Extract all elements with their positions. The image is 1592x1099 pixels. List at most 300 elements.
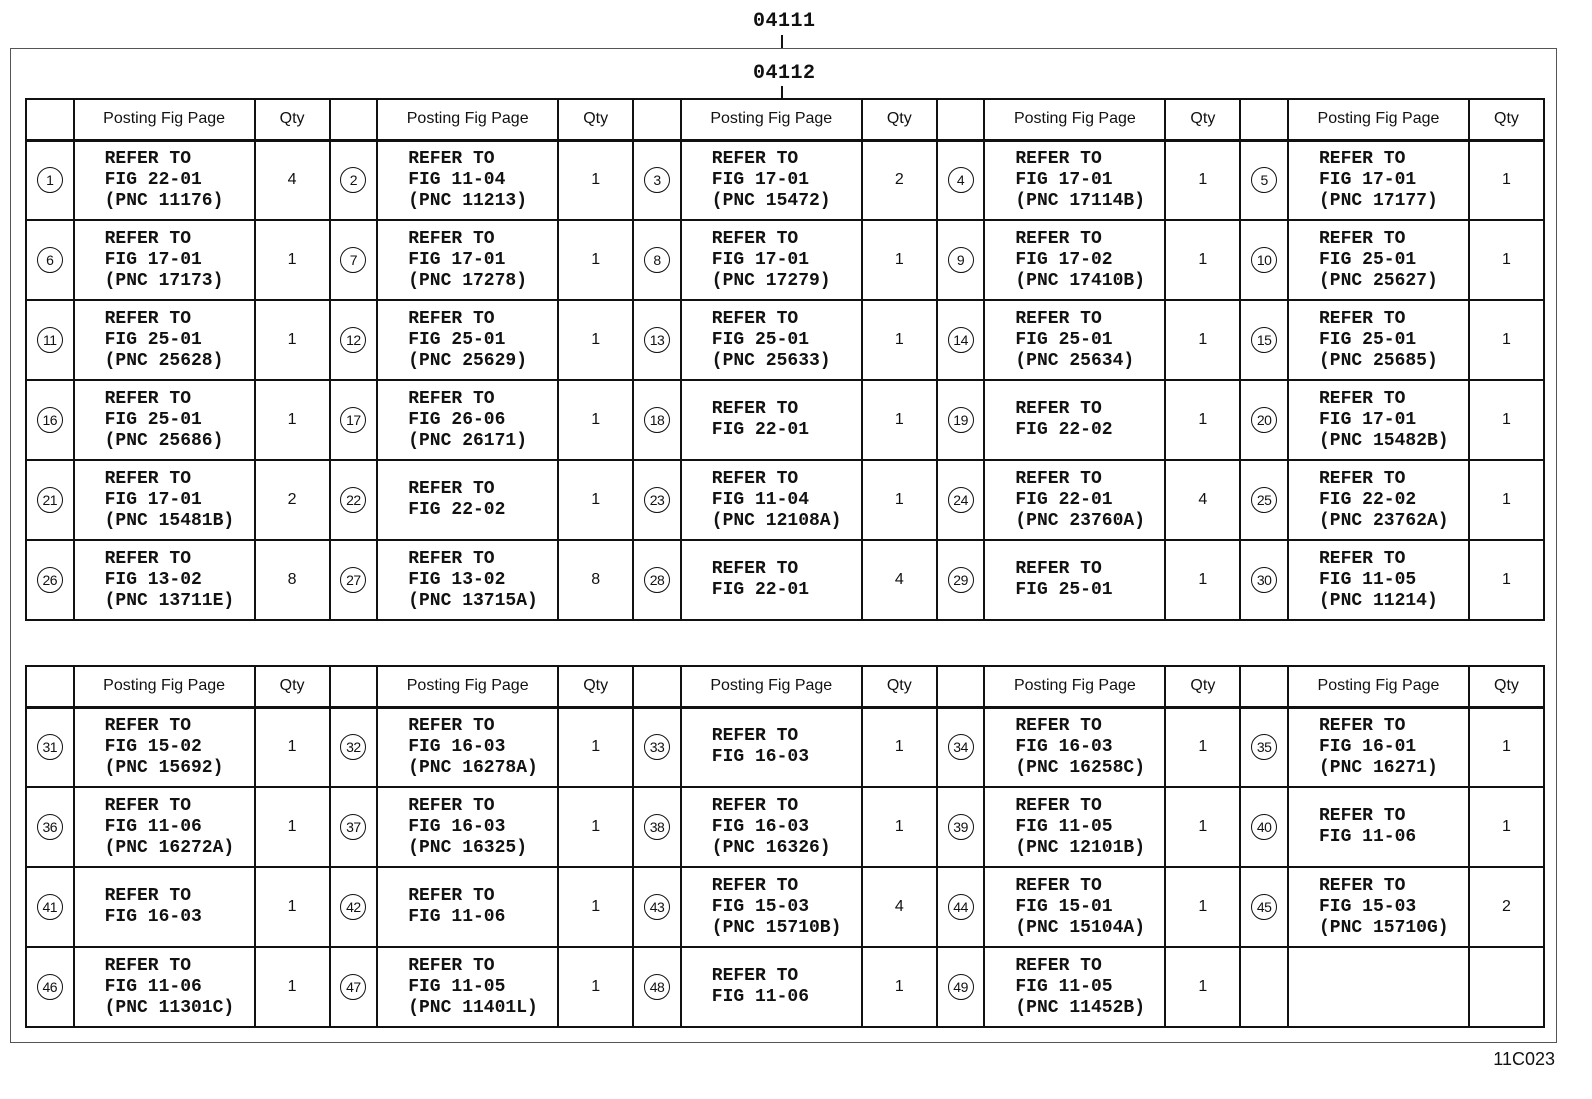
qty-cell: 1 — [862, 787, 937, 867]
posting-fig-page-cell — [377, 787, 558, 867]
posting-line: (PNC 23760A) — [1015, 510, 1145, 531]
posting-fig-page-cell — [984, 787, 1165, 867]
index-header-cell — [1240, 99, 1288, 140]
posting-line: REFER TO — [1015, 228, 1102, 249]
posting-fig-page-header: Posting Fig Page — [681, 666, 862, 707]
posting-line: REFER TO — [711, 875, 799, 896]
posting-fig-page-cell — [1288, 460, 1469, 540]
posting-line: REFER TO — [104, 548, 192, 569]
index-cell — [330, 707, 378, 787]
posting-line: FIG 11-06 — [104, 976, 202, 997]
qty-cell: 1 — [1469, 220, 1544, 300]
posting-line: FIG 16-03 — [711, 816, 809, 837]
posting-line: FIG 16-03 — [408, 736, 506, 757]
index-cell — [1240, 140, 1288, 220]
qty-cell — [1469, 947, 1544, 1027]
callout-number: 37 — [340, 814, 366, 840]
qty-cell: 1 — [1469, 140, 1544, 220]
posting-fig-page-cell — [984, 140, 1165, 220]
posting-fig-page-header: Posting Fig Page — [984, 99, 1165, 140]
posting-line: FIG 11-05 — [1015, 976, 1113, 997]
qty-cell: 1 — [1165, 947, 1240, 1027]
index-cell — [330, 220, 378, 300]
callout-number: 39 — [948, 814, 974, 840]
posting-line: FIG 22-01 — [104, 169, 202, 190]
posting-fig-page-cell — [377, 947, 558, 1027]
posting-fig-page-cell — [74, 787, 255, 867]
qty-cell: 1 — [1165, 380, 1240, 460]
callout-number: 38 — [644, 814, 670, 840]
index-cell — [937, 947, 985, 1027]
posting-line: REFER TO — [104, 955, 192, 976]
posting-line: (PNC 17410B) — [1015, 270, 1145, 291]
posting-line: FIG 17-01 — [711, 249, 809, 270]
index-cell — [633, 947, 681, 1027]
index-cell — [937, 540, 985, 620]
posting-fig-page-cell — [74, 380, 255, 460]
posting-line: FIG 17-01 — [711, 169, 809, 190]
posting-line: (PNC 12108A) — [711, 510, 842, 531]
callout-number: 28 — [644, 567, 670, 593]
posting-line: FIG 17-01 — [1318, 169, 1417, 190]
qty-cell: 4 — [862, 540, 937, 620]
posting-line: FIG 15-02 — [104, 736, 202, 757]
index-cell — [633, 867, 681, 947]
callout-number: 49 — [948, 974, 974, 1000]
posting-line: REFER TO — [104, 308, 192, 329]
posting-line: (PNC 12101B) — [1015, 837, 1145, 858]
qty-cell: 1 — [1165, 787, 1240, 867]
posting-line: (PNC 15104A) — [1015, 917, 1145, 938]
qty-cell: 1 — [558, 947, 633, 1027]
posting-line: REFER TO — [408, 955, 495, 976]
posting-line: FIG 17-01 — [104, 249, 202, 270]
index-cell — [937, 867, 985, 947]
posting-line: REFER TO — [104, 388, 192, 409]
posting-line: (PNC 15482B) — [1318, 430, 1449, 451]
index-cell — [26, 947, 74, 1027]
posting-line: REFER TO — [104, 228, 192, 249]
callout-number: 22 — [340, 487, 366, 513]
header-row — [26, 666, 1544, 707]
table-row — [26, 787, 1544, 867]
index-cell — [937, 140, 985, 220]
qty-cell: 2 — [1469, 867, 1544, 947]
posting-line: FIG 16-03 — [104, 907, 202, 927]
posting-fig-page-cell — [74, 220, 255, 300]
posting-fig-page-cell — [681, 380, 862, 460]
posting-fig-page-cell — [984, 707, 1165, 787]
posting-fig-page-cell — [984, 867, 1165, 947]
index-cell — [937, 787, 985, 867]
index-cell — [1240, 947, 1288, 1027]
callout-number: 29 — [948, 567, 974, 593]
index-cell — [633, 140, 681, 220]
posting-fig-page-header: Posting Fig Page — [984, 666, 1165, 707]
index-cell — [330, 787, 378, 867]
posting-line: (PNC 11401L) — [408, 997, 538, 1018]
callout-number: 36 — [37, 814, 63, 840]
posting-fig-page-cell — [681, 140, 862, 220]
qty-cell: 1 — [862, 220, 937, 300]
callout-number: 23 — [644, 487, 670, 513]
posting-line: FIG 15-03 — [1318, 896, 1417, 917]
index-cell — [330, 540, 378, 620]
posting-line: FIG 17-01 — [1015, 169, 1113, 190]
callout-number: 15 — [1251, 327, 1277, 353]
posting-line: REFER TO — [711, 228, 799, 249]
posting-fig-page-cell — [74, 300, 255, 380]
subassembly-code-label: 04112 — [753, 62, 816, 85]
posting-fig-page-header: Posting Fig Page — [1288, 99, 1469, 140]
posting-line: (PNC 26171) — [408, 430, 528, 451]
callout-number: 7 — [340, 247, 366, 273]
posting-line: FIG 16-03 — [711, 747, 809, 768]
posting-fig-page-cell — [1288, 867, 1469, 947]
callout-number: 34 — [948, 734, 974, 760]
index-cell — [330, 380, 378, 460]
posting-fig-page-cell — [74, 867, 255, 947]
index-cell — [330, 140, 378, 220]
posting-line: (PNC 25634) — [1015, 350, 1135, 371]
index-cell — [330, 867, 378, 947]
posting-line: FIG 11-05 — [1015, 816, 1113, 837]
qty-cell: 1 — [255, 867, 330, 947]
posting-line: (PNC 17279) — [711, 270, 831, 291]
posting-line: FIG 11-06 — [1318, 827, 1417, 847]
callout-number: 10 — [1251, 247, 1277, 273]
posting-line: (PNC 25685) — [1318, 350, 1438, 371]
qty-cell: 8 — [255, 540, 330, 620]
qty-cell: 1 — [1165, 220, 1240, 300]
callout-number: 24 — [948, 487, 974, 513]
qty-header: Qty — [255, 666, 330, 707]
qty-cell: 1 — [255, 707, 330, 787]
posting-line: (PNC 16258C) — [1015, 757, 1145, 778]
index-cell — [26, 380, 74, 460]
posting-line: FIG 11-05 — [1318, 569, 1417, 590]
posting-line: (PNC 11213) — [408, 190, 528, 211]
table-row — [26, 300, 1544, 380]
posting-line: (PNC 11452B) — [1015, 997, 1145, 1018]
posting-line: FIG 22-02 — [1015, 420, 1113, 440]
posting-fig-page-cell — [377, 460, 558, 540]
posting-fig-page-cell — [681, 540, 862, 620]
posting-fig-page-cell — [681, 867, 862, 947]
posting-fig-page-cell — [681, 300, 862, 380]
posting-line: FIG 11-04 — [408, 169, 506, 190]
parts-table-1 — [25, 98, 1545, 621]
posting-fig-page-cell — [74, 947, 255, 1027]
table-row — [26, 540, 1544, 620]
index-cell — [633, 460, 681, 540]
posting-fig-page-header: Posting Fig Page — [377, 99, 558, 140]
posting-fig-page-cell — [74, 460, 255, 540]
qty-cell: 1 — [1165, 300, 1240, 380]
qty-cell: 1 — [558, 707, 633, 787]
table-row — [26, 947, 1544, 1027]
posting-fig-page-cell — [681, 787, 862, 867]
callout-number: 20 — [1251, 407, 1277, 433]
callout-number: 3 — [644, 167, 670, 193]
index-cell — [1240, 460, 1288, 540]
posting-line: REFER TO — [408, 388, 495, 409]
index-header-cell — [937, 666, 985, 707]
posting-line: FIG 17-02 — [1015, 249, 1113, 270]
callout-number: 35 — [1251, 734, 1277, 760]
callout-number: 11 — [37, 327, 63, 353]
posting-line: REFER TO — [711, 148, 799, 169]
index-cell — [26, 540, 74, 620]
posting-line: REFER TO — [1015, 399, 1102, 419]
qty-header: Qty — [255, 99, 330, 140]
callout-number: 19 — [948, 407, 974, 433]
posting-line: (PNC 25628) — [104, 350, 224, 371]
qty-header: Qty — [1165, 99, 1240, 140]
posting-line: (PNC 15472) — [711, 190, 831, 211]
qty-cell: 1 — [862, 300, 937, 380]
posting-line: FIG 17-01 — [104, 489, 202, 510]
posting-fig-page-cell — [377, 300, 558, 380]
qty-cell: 1 — [255, 300, 330, 380]
posting-fig-page-header: Posting Fig Page — [74, 99, 255, 140]
parts-table-2 — [25, 665, 1545, 1028]
callout-number: 8 — [644, 247, 670, 273]
posting-line: REFER TO — [711, 795, 799, 816]
posting-line: (PNC 16271) — [1318, 757, 1438, 778]
posting-line: REFER TO — [104, 715, 192, 736]
posting-line: REFER TO — [711, 468, 799, 489]
qty-cell: 1 — [862, 380, 937, 460]
posting-line: FIG 25-01 — [104, 409, 202, 430]
qty-cell: 1 — [558, 300, 633, 380]
posting-line: (PNC 17278) — [408, 270, 528, 291]
posting-line: REFER TO — [1015, 308, 1102, 329]
posting-line: REFER TO — [1318, 806, 1406, 826]
callout-number: 32 — [340, 734, 366, 760]
index-cell — [1240, 220, 1288, 300]
qty-cell: 1 — [255, 787, 330, 867]
assembly-leader-line — [781, 35, 783, 49]
posting-fig-page-cell — [1288, 787, 1469, 867]
index-cell — [633, 787, 681, 867]
posting-line: (PNC 17114B) — [1015, 190, 1145, 211]
posting-line: (PNC 15710G) — [1318, 917, 1449, 938]
qty-cell: 1 — [558, 460, 633, 540]
posting-fig-page-header: Posting Fig Page — [377, 666, 558, 707]
posting-fig-page-cell — [377, 540, 558, 620]
posting-line: FIG 15-03 — [711, 896, 809, 917]
posting-fig-page-cell — [681, 707, 862, 787]
qty-cell: 1 — [558, 867, 633, 947]
callout-number: 16 — [37, 407, 63, 433]
posting-line: FIG 22-01 — [711, 420, 809, 440]
posting-line: REFER TO — [408, 308, 495, 329]
posting-line: (PNC 25686) — [104, 430, 224, 451]
callout-number: 1 — [37, 167, 63, 193]
callout-number: 25 — [1251, 487, 1277, 513]
posting-line: FIG 22-01 — [711, 580, 809, 600]
qty-cell: 8 — [558, 540, 633, 620]
index-cell — [937, 460, 985, 540]
table-row — [26, 140, 1544, 220]
qty-cell: 1 — [255, 220, 330, 300]
posting-line: (PNC 15710B) — [711, 917, 842, 938]
callout-number: 17 — [340, 407, 366, 433]
callout-number: 13 — [644, 327, 670, 353]
qty-header: Qty — [862, 99, 937, 140]
posting-line: FIG 22-02 — [1318, 489, 1417, 510]
posting-line: REFER TO — [104, 795, 192, 816]
posting-line: FIG 11-04 — [711, 489, 809, 510]
qty-header: Qty — [558, 99, 633, 140]
posting-fig-page-cell — [377, 867, 558, 947]
posting-line: FIG 25-01 — [711, 329, 809, 350]
posting-fig-page-cell — [377, 707, 558, 787]
posting-fig-page-cell — [1288, 947, 1469, 1027]
index-header-cell — [1240, 666, 1288, 707]
posting-line: REFER TO — [1318, 875, 1406, 896]
posting-line: FIG 11-06 — [711, 987, 809, 1007]
assembly-code-label: 04111 — [753, 10, 816, 33]
posting-line: REFER TO — [1015, 559, 1102, 579]
posting-line: (PNC 15692) — [104, 757, 224, 778]
index-cell — [26, 787, 74, 867]
posting-line: REFER TO — [1318, 308, 1406, 329]
index-cell — [633, 540, 681, 620]
index-cell — [26, 867, 74, 947]
index-cell — [937, 707, 985, 787]
table-row — [26, 867, 1544, 947]
posting-line: REFER TO — [408, 886, 495, 906]
posting-line: REFER TO — [1318, 548, 1406, 569]
posting-fig-page-cell — [74, 707, 255, 787]
posting-fig-page-cell — [377, 380, 558, 460]
posting-line: FIG 25-01 — [104, 329, 202, 350]
callout-number: 45 — [1251, 894, 1277, 920]
qty-cell: 1 — [1165, 140, 1240, 220]
posting-line: FIG 11-05 — [408, 976, 506, 997]
index-cell — [937, 220, 985, 300]
callout-number: 40 — [1251, 814, 1277, 840]
posting-line: (PNC 11214) — [1318, 590, 1438, 611]
callout-number: 9 — [948, 247, 974, 273]
posting-line: REFER TO — [1015, 148, 1102, 169]
posting-fig-page-cell — [74, 140, 255, 220]
callout-number: 41 — [37, 894, 63, 920]
posting-line: REFER TO — [1015, 955, 1102, 976]
posting-line: REFER TO — [1318, 715, 1406, 736]
qty-cell: 1 — [1469, 787, 1544, 867]
posting-line: (PNC 11301C) — [104, 997, 235, 1018]
qty-header: Qty — [558, 666, 633, 707]
callout-number: 30 — [1251, 567, 1277, 593]
callout-number: 33 — [644, 734, 670, 760]
posting-fig-page-cell — [1288, 300, 1469, 380]
posting-fig-page-header: Posting Fig Page — [681, 99, 862, 140]
posting-fig-page-cell — [1288, 380, 1469, 460]
table-row — [26, 220, 1544, 300]
posting-fig-page-cell — [984, 220, 1165, 300]
posting-fig-page-header: Posting Fig Page — [74, 666, 255, 707]
index-cell — [26, 140, 74, 220]
index-header-cell — [26, 99, 74, 140]
qty-header: Qty — [1469, 99, 1544, 140]
posting-line: FIG 25-01 — [1318, 249, 1417, 270]
callout-number: 6 — [37, 247, 63, 273]
posting-line: REFER TO — [408, 715, 495, 736]
index-header-cell — [330, 666, 378, 707]
index-cell — [26, 707, 74, 787]
posting-line: REFER TO — [711, 399, 799, 419]
index-cell — [330, 460, 378, 540]
posting-line: REFER TO — [408, 795, 495, 816]
index-cell — [1240, 380, 1288, 460]
qty-cell: 1 — [862, 460, 937, 540]
index-cell — [633, 220, 681, 300]
posting-line: (PNC 25627) — [1318, 270, 1438, 291]
posting-line: REFER TO — [1015, 875, 1102, 896]
qty-header: Qty — [1469, 666, 1544, 707]
index-header-cell — [633, 666, 681, 707]
callout-number: 5 — [1251, 167, 1277, 193]
callout-number: 44 — [948, 894, 974, 920]
index-cell — [1240, 300, 1288, 380]
index-cell — [330, 300, 378, 380]
posting-line: (PNC 23762A) — [1318, 510, 1449, 531]
qty-cell: 1 — [862, 707, 937, 787]
qty-cell: 1 — [1469, 707, 1544, 787]
illustration-code-label: 11C023 — [1493, 1049, 1555, 1069]
posting-line: FIG 13-02 — [104, 569, 202, 590]
posting-line: FIG 25-01 — [1318, 329, 1417, 350]
callout-number: 21 — [37, 487, 63, 513]
posting-fig-page-cell — [377, 220, 558, 300]
qty-cell: 1 — [558, 220, 633, 300]
posting-line: (PNC 16325) — [408, 837, 528, 858]
posting-fig-page-cell — [984, 460, 1165, 540]
posting-fig-page-cell — [377, 140, 558, 220]
posting-fig-page-cell — [681, 460, 862, 540]
index-cell — [937, 300, 985, 380]
qty-cell: 1 — [1469, 300, 1544, 380]
index-header-cell — [937, 99, 985, 140]
qty-cell: 1 — [558, 787, 633, 867]
posting-line: REFER TO — [711, 308, 799, 329]
posting-line: FIG 25-01 — [408, 329, 506, 350]
posting-line: REFER TO — [1015, 468, 1102, 489]
posting-line: FIG 17-01 — [408, 249, 506, 270]
index-cell — [1240, 707, 1288, 787]
qty-cell: 1 — [1469, 540, 1544, 620]
posting-fig-page-cell — [681, 947, 862, 1027]
posting-line: REFER TO — [104, 468, 192, 489]
posting-line: REFER TO — [711, 966, 799, 986]
posting-fig-page-cell — [984, 947, 1165, 1027]
posting-line: (PNC 17173) — [104, 270, 224, 291]
index-cell — [26, 220, 74, 300]
posting-line: (PNC 11176) — [104, 190, 224, 211]
callout-number: 47 — [340, 974, 366, 1000]
qty-header: Qty — [862, 666, 937, 707]
posting-line: FIG 22-02 — [408, 500, 506, 520]
posting-fig-page-cell — [1288, 540, 1469, 620]
posting-line: FIG 25-01 — [1015, 580, 1113, 600]
qty-cell: 1 — [1165, 867, 1240, 947]
table-row — [26, 707, 1544, 787]
index-cell — [633, 707, 681, 787]
posting-line: REFER TO — [711, 726, 799, 747]
